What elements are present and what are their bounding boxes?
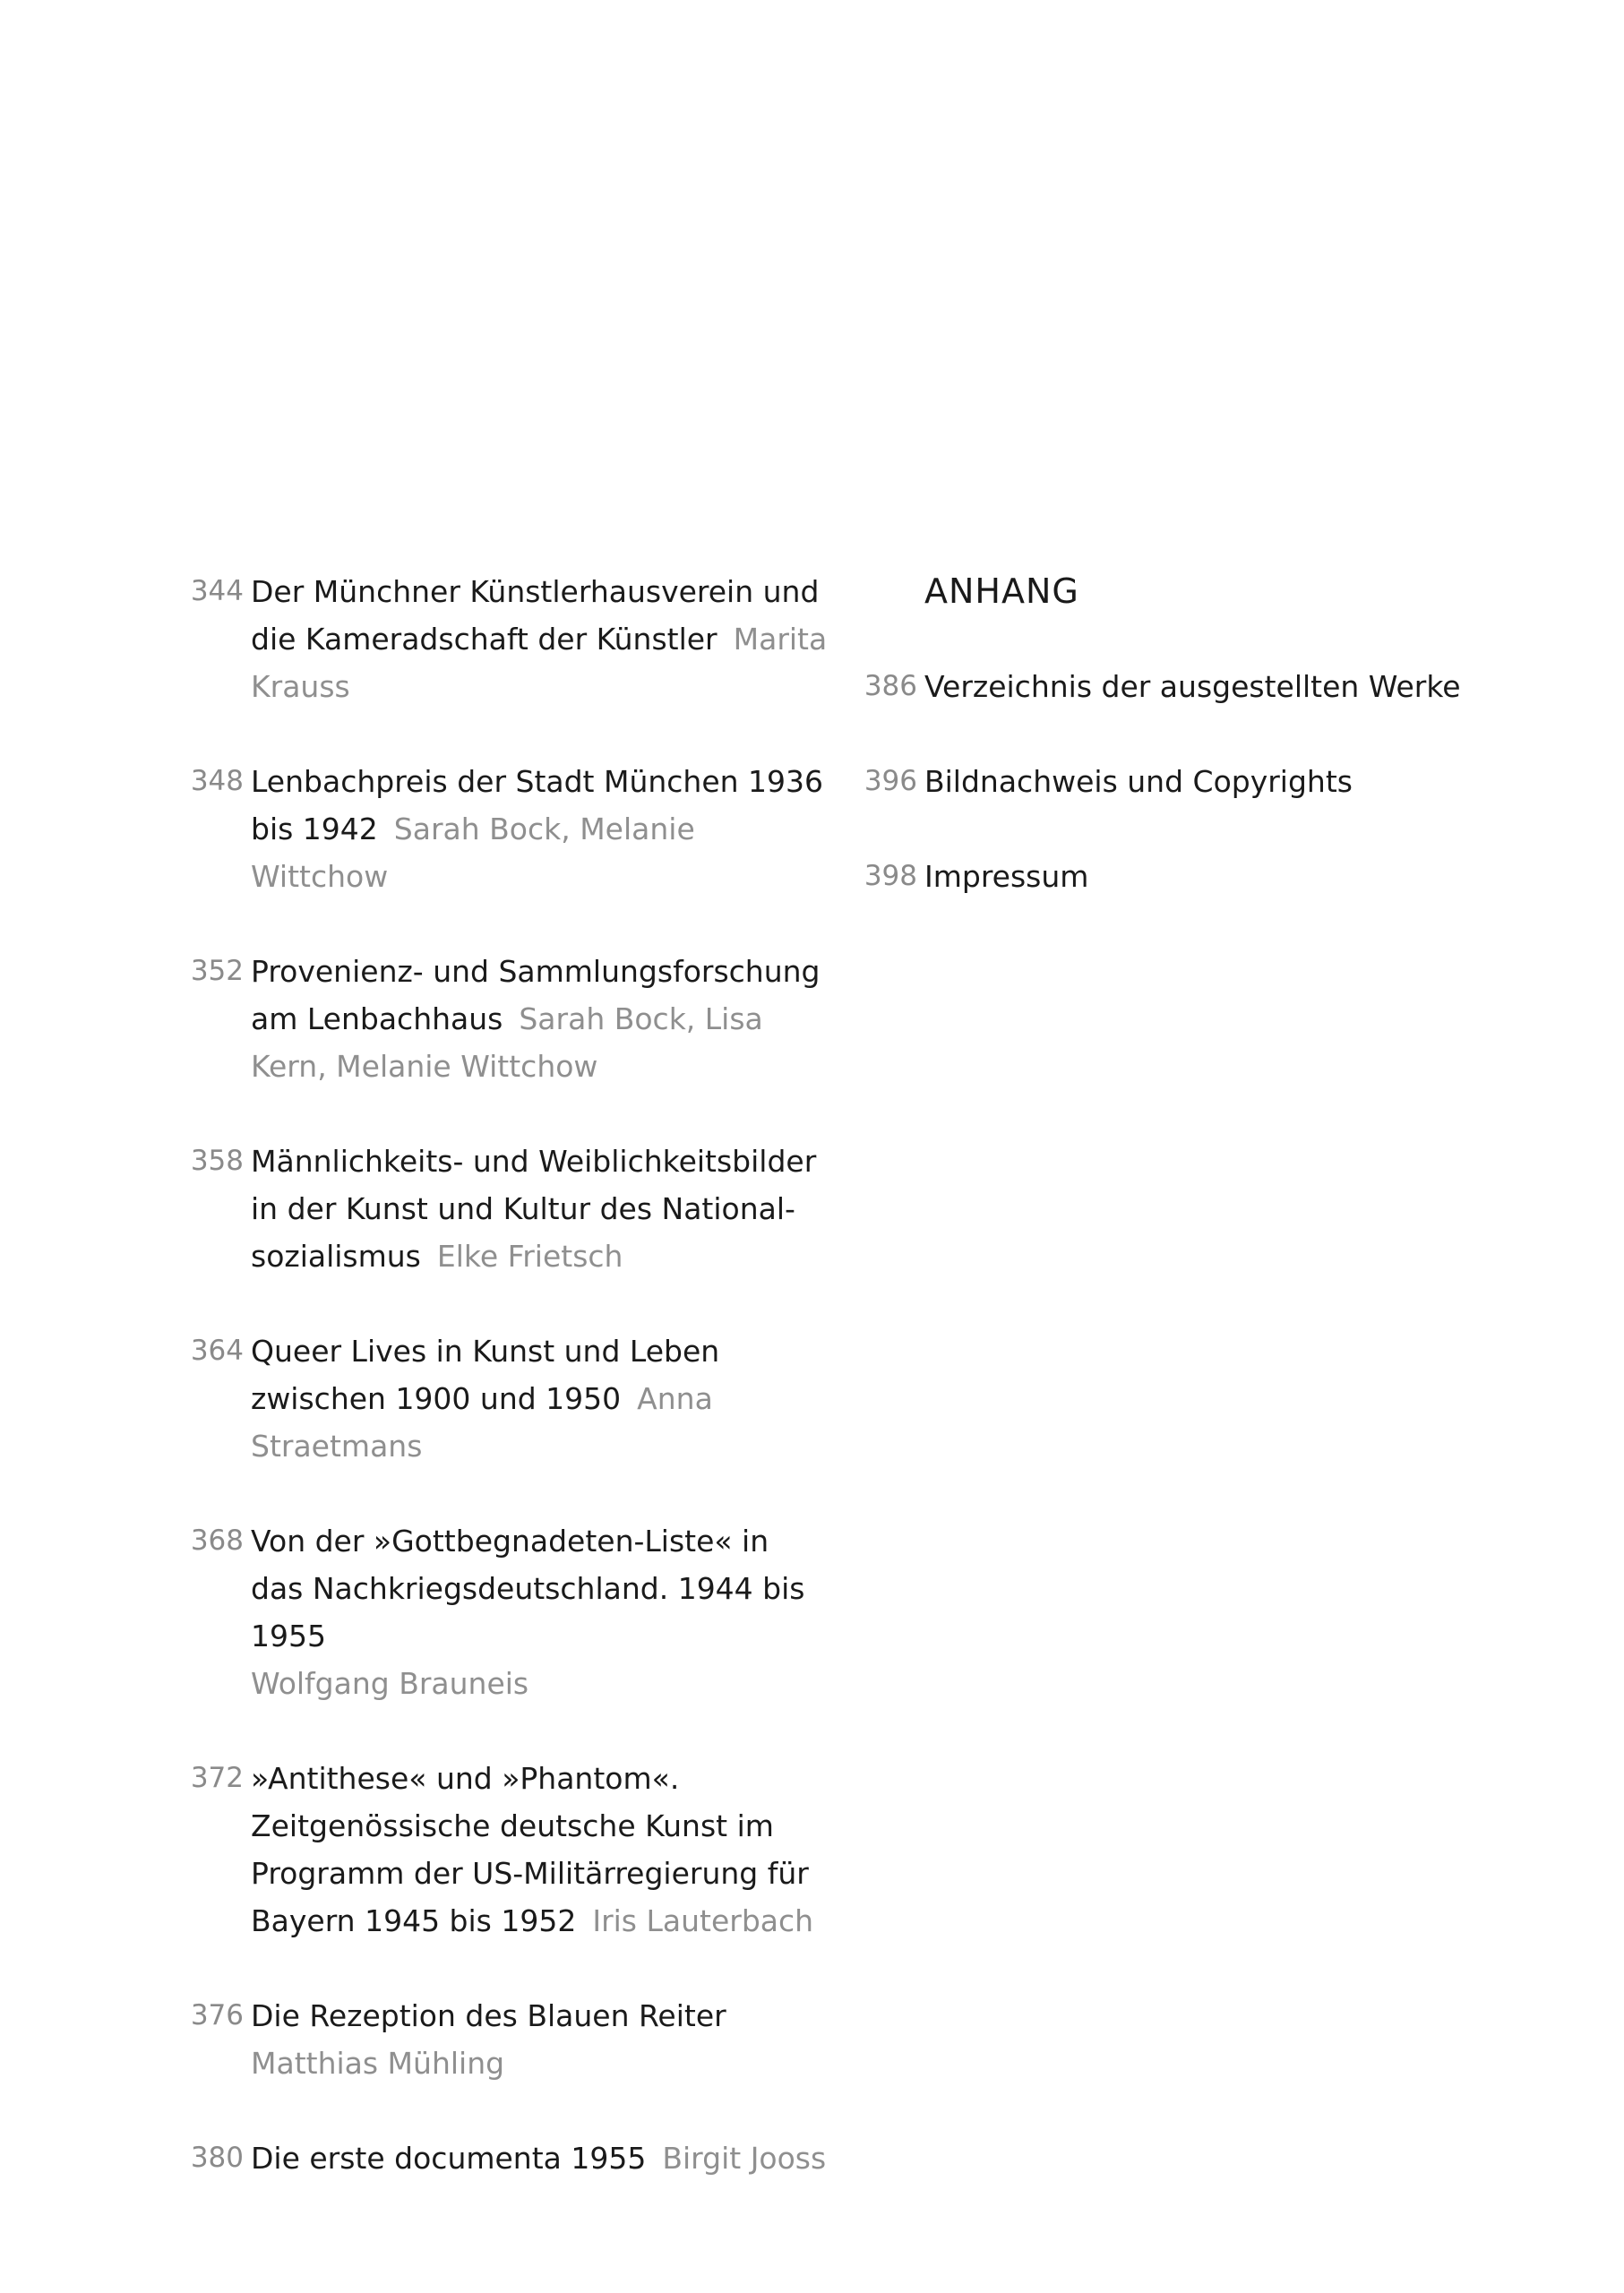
appendix-entry [857,758,1538,805]
toc-entry [184,1755,829,1945]
entry-title: Impressum [924,859,1089,894]
entry-title: Lenbachpreis der Stadt München 1936 bis 1942 [251,764,824,846]
entry-title: Queer Lives in Kunst und Leben zwischen 1900 und 1950 [251,1334,720,1416]
page-number: 348 [190,765,244,797]
entry-text [251,1755,829,1945]
page-number: 352 [190,955,244,987]
toc-entry [184,568,829,710]
entry-title: Provenienz- und Sammlungsforschung am Lenbachhaus [251,954,821,1036]
toc-entry [184,2134,829,2182]
page-number: 372 [190,1762,244,1794]
entry-author: Marita Krauss [251,622,828,704]
page-number: 358 [190,1145,244,1177]
appendix-entry [857,663,1538,710]
page-number: 376 [190,1999,244,2031]
page-number: 368 [190,1524,244,1557]
entry-text [251,758,829,900]
page-number: 398 [864,860,917,892]
entry-title: Die erste documenta 1955 [251,2141,647,2176]
entry-author: Iris Lauterbach [592,1903,814,1938]
entry-title: Von der »Gottbegnadeten-Liste« in das Nachkriegsdeutschland. 1944 bis 1955 [251,1524,805,1653]
entry-author: Sarah Bock, Melanie Wittchow [251,812,695,894]
toc-entry [184,948,829,1090]
entry-author: Elke Frietsch [436,1239,623,1274]
page-number: 344 [190,575,244,607]
entry-title: Die Rezeption des Blauen Reiter [251,1998,726,2033]
entry-author: Matthias Mühling [251,2046,505,2081]
toc-entry [184,758,829,900]
entry-title: Männlichkeits- und Weiblichkeitsbilder in der Kunst und Kultur des Nationalsozialismus [251,1144,817,1274]
toc-appendix-column [857,568,1538,948]
toc-entry [184,1517,829,1707]
entry-text [251,568,829,710]
entry-title: Bildnachweis und Copyrights [924,764,1353,799]
entry-author: Sarah Bock, Lisa Kern, Melanie Wittchow [251,1001,763,1084]
entry-text [251,1992,829,2087]
entry-author: Wolfgang Brauneis [251,1666,529,1701]
entry-title: Der Münchner Künstlerhausverein und die Kameradschaft der Künstler [251,574,820,657]
entry-title: »Antithese« und »Phantom«. Zeitgenössische deutsche Kunst im Programm der US-Militärregierung für Bayern 1945 bis 1952 [251,1761,809,1938]
page-number: 364 [190,1335,244,1367]
entry-text [251,1138,829,1280]
page-number: 386 [864,670,917,702]
entry-text [251,1517,829,1707]
entry-author: Birgit Jooss [662,2141,827,2176]
toc-entry [184,1992,829,2087]
toc-entry [184,1138,829,1280]
page-number: 396 [864,765,917,797]
entry-text [251,1327,829,1470]
entry-title: Verzeichnis der ausgestellten Werke [924,669,1461,704]
toc-left-column [184,568,829,2229]
toc-entry [184,1327,829,1470]
appendix-entry [857,853,1538,900]
entry-author: Anna Straetmans [251,1381,713,1464]
appendix-heading: ANHANG [924,571,1079,611]
entry-text [251,948,829,1090]
page-number: 380 [190,2142,244,2174]
entry-text [251,2134,829,2182]
